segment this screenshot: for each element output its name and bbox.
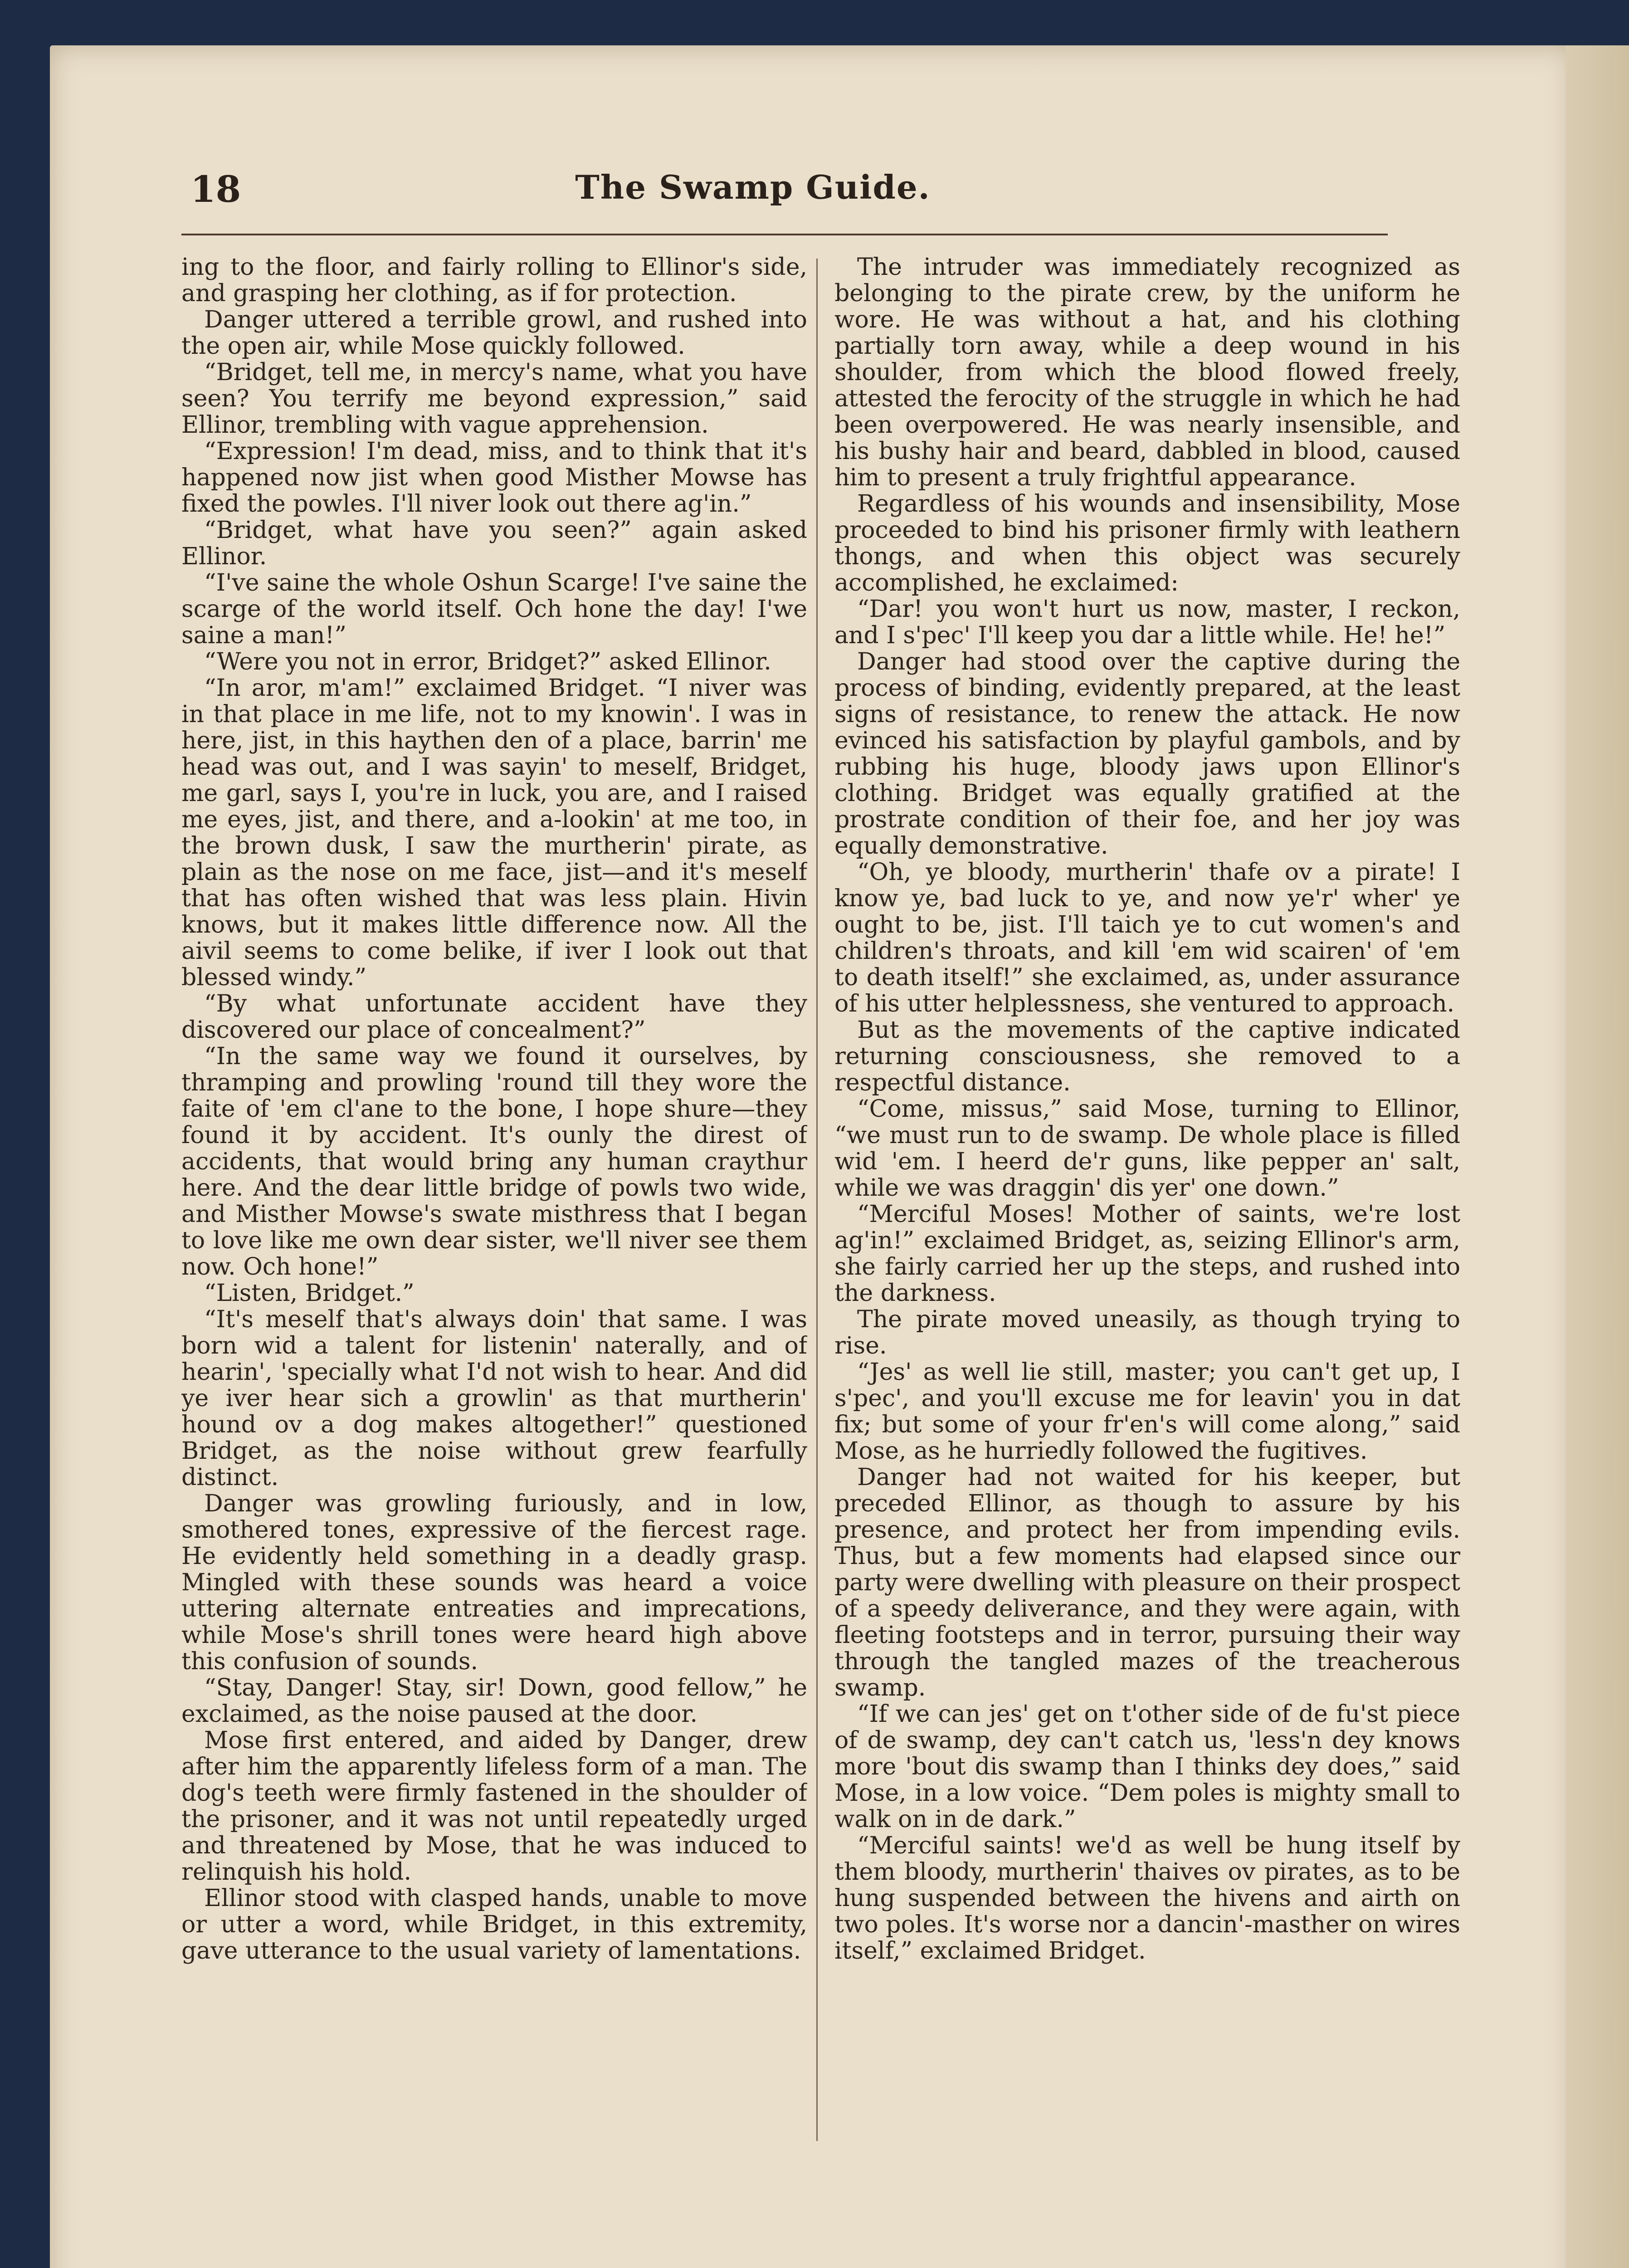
- paragraph: Danger uttered a terrible growl, and rushed into the open air, while Mose quickly followed.: [181, 306, 807, 360]
- paragraph: “Merciful Moses! Mother of saints, we're lost ag'in!” exclaimed Bridget, as, seizing Ellinor's arm, she fairly carried her up the steps, and rushed into the darkness.: [834, 1201, 1460, 1307]
- paragraph: “Listen, Bridget.”: [204, 1280, 415, 1307]
- paragraph: Danger was growling furiously, and in low, smothered tones, expressive of the fiercest rage. He evidently held something in a deadly grasp. Mingled with these sounds was heard a voice uttering alternate entreaties and imprecations, while Mose's shrill tones were heard high above this confusion of sounds.: [181, 1490, 807, 1675]
- paragraph: “Bridget, tell me, in mercy's name, what you have seen? You terrify me beyond expression,” said Ellinor, trembling with vague apprehension.: [181, 359, 807, 439]
- paragraph: “By what unfortunate accident have they discovered our place of concealment?”: [181, 990, 807, 1044]
- paragraph: “Jes' as well lie still, master; you can't get up, I s'pec', and you'll excuse me for leavin' you in dat fix; but some of your fr'en's will come along,” said Mose, as he hurriedly followed the fugitives.: [834, 1359, 1460, 1465]
- paragraph: “Oh, ye bloody, murtherin' thafe ov a pirate! I know ye, bad luck to ye, and now ye'r' wher' ye ought to be, jist. I'll taich ye to cut women's and children's throats, and kill 'em wid scairen' of 'em to death itself!” she exclaimed, as, under assurance of his utter helplessness, she ventured to approach.: [834, 859, 1460, 1017]
- paragraph: “In aror, m'am!” exclaimed Bridget. “I niver was in that place in me life, not to my knowin'. I was in here, jist, in this haythen den of a place, barrin' me head was out, and I was sayin' to meself, Bridget, me garl, says I, you're in luck, you are, and I raised me eyes, jist, and there, and a-lookin' at me too, in the brown dusk, I saw the murtherin' pirate, as plain as the nose on me face, jist—and it's meself that has often wished that was less plain. Hivin knows, but it makes little difference now. All the aivil seems to come belike, if iver I look out that blessed windy.”: [181, 675, 807, 991]
- paragraph: Danger had not waited for his keeper, but preceded Ellinor, as though to assure by his presence, and protect her from impending evils. Thus, but a few moments had elapsed since our party were dwelling with pleasure on their prospect of a speedy deliverance, and they were again, with fleeting footsteps and in terror, pursuing their way through the tangled mazes of the treacherous swamp.: [834, 1464, 1460, 1701]
- paragraph: “Stay, Danger! Stay, sir! Down, good fellow,” he exclaimed, as the noise paused at the door.: [181, 1674, 807, 1728]
- header-rule: [181, 234, 1388, 235]
- paragraph: Regardless of his wounds and insensibility, Mose proceeded to bind his prisoner firmly with leathern thongs, and when this object was securely accomplished, he exclaimed:: [834, 490, 1460, 596]
- paragraph: “Dar! you won't hurt us now, master, I reckon, and I s'pec' I'll keep you dar a little while. He! he!”: [834, 596, 1460, 649]
- left-column: [181, 254, 807, 2146]
- paragraph: “Come, missus,” said Mose, turning to Ellinor, “we must run to de swamp. De whole place is filled wid 'em. I heerd de'r guns, like pepper an' salt, while we was draggin' dis yer' one down.”: [834, 1095, 1460, 1202]
- paragraph: The intruder was immediately recognized as belonging to the pirate crew, by the uniform he wore. He was without a hat, and his clothing partially torn away, while a deep wound in his shoulder, from which the blood flowed freely, attested the ferocity of the struggle in which he had been overpowered. He was nearly insensible, and his bushy hair and beard, dabbled in blood, caused him to present a truly frightful appearance.: [834, 254, 1460, 491]
- paragraph: ing to the floor, and fairly rolling to Ellinor's side, and grasping her clothing, as if for protection.: [181, 254, 807, 307]
- paragraph: But as the movements of the captive indicated returning consciousness, she removed to a respectful distance.: [834, 1017, 1460, 1096]
- paragraph: Mose first entered, and aided by Danger, drew after him the apparently lifeless form of a man. The dog's teeth were firmly fastened in the shoulder of the prisoner, and it was not until repeatedly urged and threatened by Mose, that he was induced to relinquish his hold.: [181, 1727, 807, 1886]
- paragraph: “Were you not in error, Bridget?” asked Ellinor.: [204, 648, 771, 675]
- right-column: [834, 254, 1460, 2146]
- next-page-edge: [1566, 45, 1629, 2268]
- paragraph: Danger had stood over the captive during the process of binding, evidently prepared, at the least signs of resistance, to renew the attack. He now evinced his satisfaction by playful gambols, and by rubbing his huge, bloody jaws upon Ellinor's clothing. Bridget was equally gratified at the prostrate condition of their foe, and her joy was equally demonstrative.: [834, 648, 1460, 860]
- paragraph: “Expression! I'm dead, miss, and to think that it's happened now jist when good Misther Mowse has fixed the powles. I'll niver look out there ag'in.”: [181, 438, 807, 518]
- paragraph: Ellinor stood with clasped hands, unable to move or utter a word, while Bridget, in this extremity, gave utterance to the usual variety of lamentations.: [181, 1885, 807, 1965]
- running-title: The Swamp Guide.: [575, 168, 931, 206]
- column-divider: [816, 259, 818, 2141]
- page-header: [190, 168, 1315, 222]
- paragraph: “If we can jes' get on t'other side of de fu'st piece of de swamp, dey can't catch us, 'less'n dey knows more 'bout dis swamp than I thinks dey does,” said Mose, in a low voice. “Dem poles is mighty small to walk on in de dark.”: [834, 1701, 1460, 1833]
- paragraph: The pirate moved uneasily, as though trying to rise.: [834, 1306, 1460, 1359]
- paragraph: “Bridget, what have you seen?” again asked Ellinor.: [181, 517, 807, 570]
- paragraph: “It's meself that's always doin' that same. I was born wid a talent for listenin' naterally, and of hearin', 'specially what I'd not wish to hear. And did ye iver hear sich a growlin' as that murtherin' hound ov a dog makes altogether!” questioned Bridget, as the noise without grew fearfully distinct.: [181, 1306, 807, 1491]
- paragraph: “Merciful saints! we'd as well be hung itself by them bloody, murtherin' thaives ov pirates, as to be hung suspended between the hivens and airth on two poles. It's worse nor a dancin'-masther on wires itself,” exclaimed Bridget.: [834, 1832, 1460, 1965]
- paragraph: “I've saine the whole Oshun Scarge! I've saine the scarge of the world itself. Och hone the day! I'we saine a man!”: [181, 569, 807, 649]
- page-number: 18: [190, 168, 241, 210]
- paragraph: “In the same way we found it ourselves, by thramping and prowling 'round till they wore the faite of 'em cl'ane to the bone, I hope shure—they found it by accident. It's ounly the direst of accidents, that would bring any human craythur here. And the dear little bridge of powls two wide, and Misther Mowse's swate misthress that I began to love like me own dear sister, we'll niver see them now. Och hone!”: [181, 1043, 807, 1281]
